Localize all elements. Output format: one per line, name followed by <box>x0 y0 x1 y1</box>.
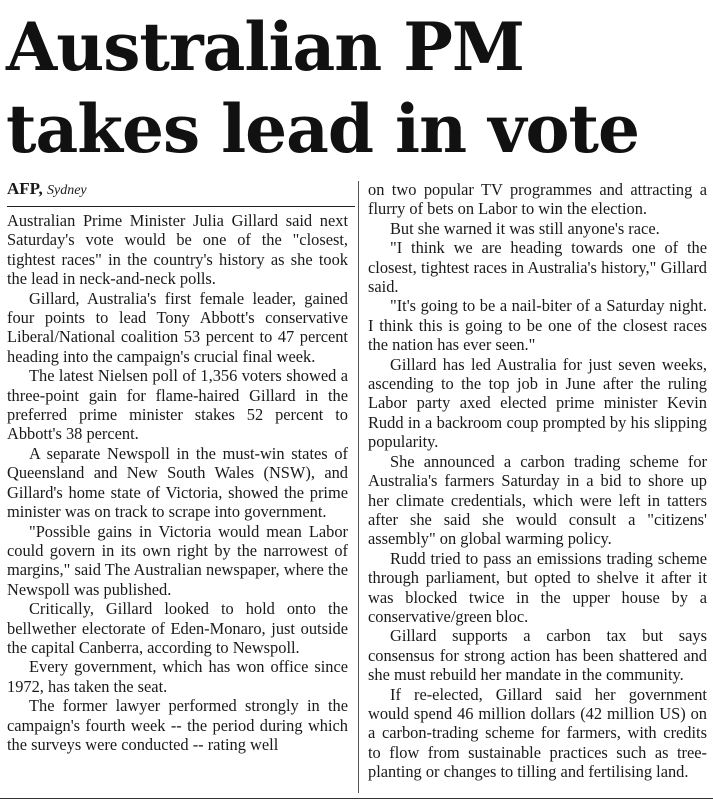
headline: Australian PM takes lead in vote <box>6 8 639 168</box>
paragraph: Gillard, Australia's first female leader, gained four points to lead Tony Abbott's conservative Liberal/National coalition 53 percent to 47 percent heading into the campaign's crucial final week. <box>7 288 348 366</box>
paragraph: Gillard has led Australia for just seven weeks, ascending to the top job in June after the ruling Labor party axed elected prime minister Kevin Rudd in a backroom coup prompted by his slipping popularity. <box>368 354 707 452</box>
byline <box>7 178 355 207</box>
paragraph: But she warned it was still anyone's race. <box>390 218 660 238</box>
paragraph: "Possible gains in Victoria would mean Labor could govern in its own right by the narrowest of margins," said The Australian newspaper, where the Newspoll was published. <box>7 521 348 599</box>
paragraph: Gillard supports a carbon tax but says consensus for strong action has been shattered and she must rebuild her mandate in the community. <box>368 626 707 685</box>
byline-agency: AFP, <box>7 179 43 198</box>
paragraph: "It's going to be a nail-biter of a Saturday night. I think this is going to be one of the closest races the nation has ever seen." <box>368 296 707 355</box>
paragraph: Australian Prime Minister Julia Gillard said next Saturday's vote would be one of the "closest, tightest races" in the country's history as she took the lead in neck-and-neck polls. <box>7 211 348 289</box>
paragraph: Critically, Gillard looked to hold onto the bellwether electorate of Eden-Monaro, just outside the capital Canberra, according to Newspoll. <box>7 599 348 657</box>
paragraph: If re-elected, Gillard said her government would spend 46 million dollars (42 million US) on a carbon-trading scheme for farmers, with credits to flow from sustainable practices such as tree-planting or changes to tilling and fertilising land. <box>368 684 707 782</box>
article-column-left <box>7 211 348 754</box>
bottom-rule <box>0 798 713 799</box>
paragraph: Every government, which has won office since 1972, has taken the seat. <box>7 657 348 696</box>
byline-place: Sydney <box>47 183 87 198</box>
paragraph: She announced a carbon trading scheme for Australia's farmers Saturday in a bid to shore up her climate credentials, which were left in tatters after she said she would consult a "citizens' assembly" on global warming policy. <box>368 451 707 549</box>
article-column-right <box>368 180 707 782</box>
paragraph: The former lawyer performed strongly in the campaign's fourth week -- the period during which the surveys were conducted -- rating well <box>7 696 348 754</box>
column-divider <box>358 181 359 793</box>
paragraph: A separate Newspoll in the must-win states of Queensland and New South Wales (NSW), and Gillard's home state of Victoria, showed the prime minister was on track to scrape into government. <box>7 443 348 522</box>
paragraph: on two popular TV programmes and attracting a flurry of bets on Labor to win the election. <box>368 180 707 219</box>
paragraph: "I think we are heading towards one of the closest, tightest races in Australia's history," Gillard said. <box>368 238 707 297</box>
paragraph: The latest Nielsen poll of 1,356 voters showed a three-point gain for flame-haired Gillard in the preferred prime minister stakes 52 percent to Abbott's 38 percent. <box>7 366 348 444</box>
paragraph: Rudd tried to pass an emissions trading scheme through parliament, but opted to shelve it after it was blocked twice in the upper house by a conservative/green bloc. <box>368 548 707 626</box>
